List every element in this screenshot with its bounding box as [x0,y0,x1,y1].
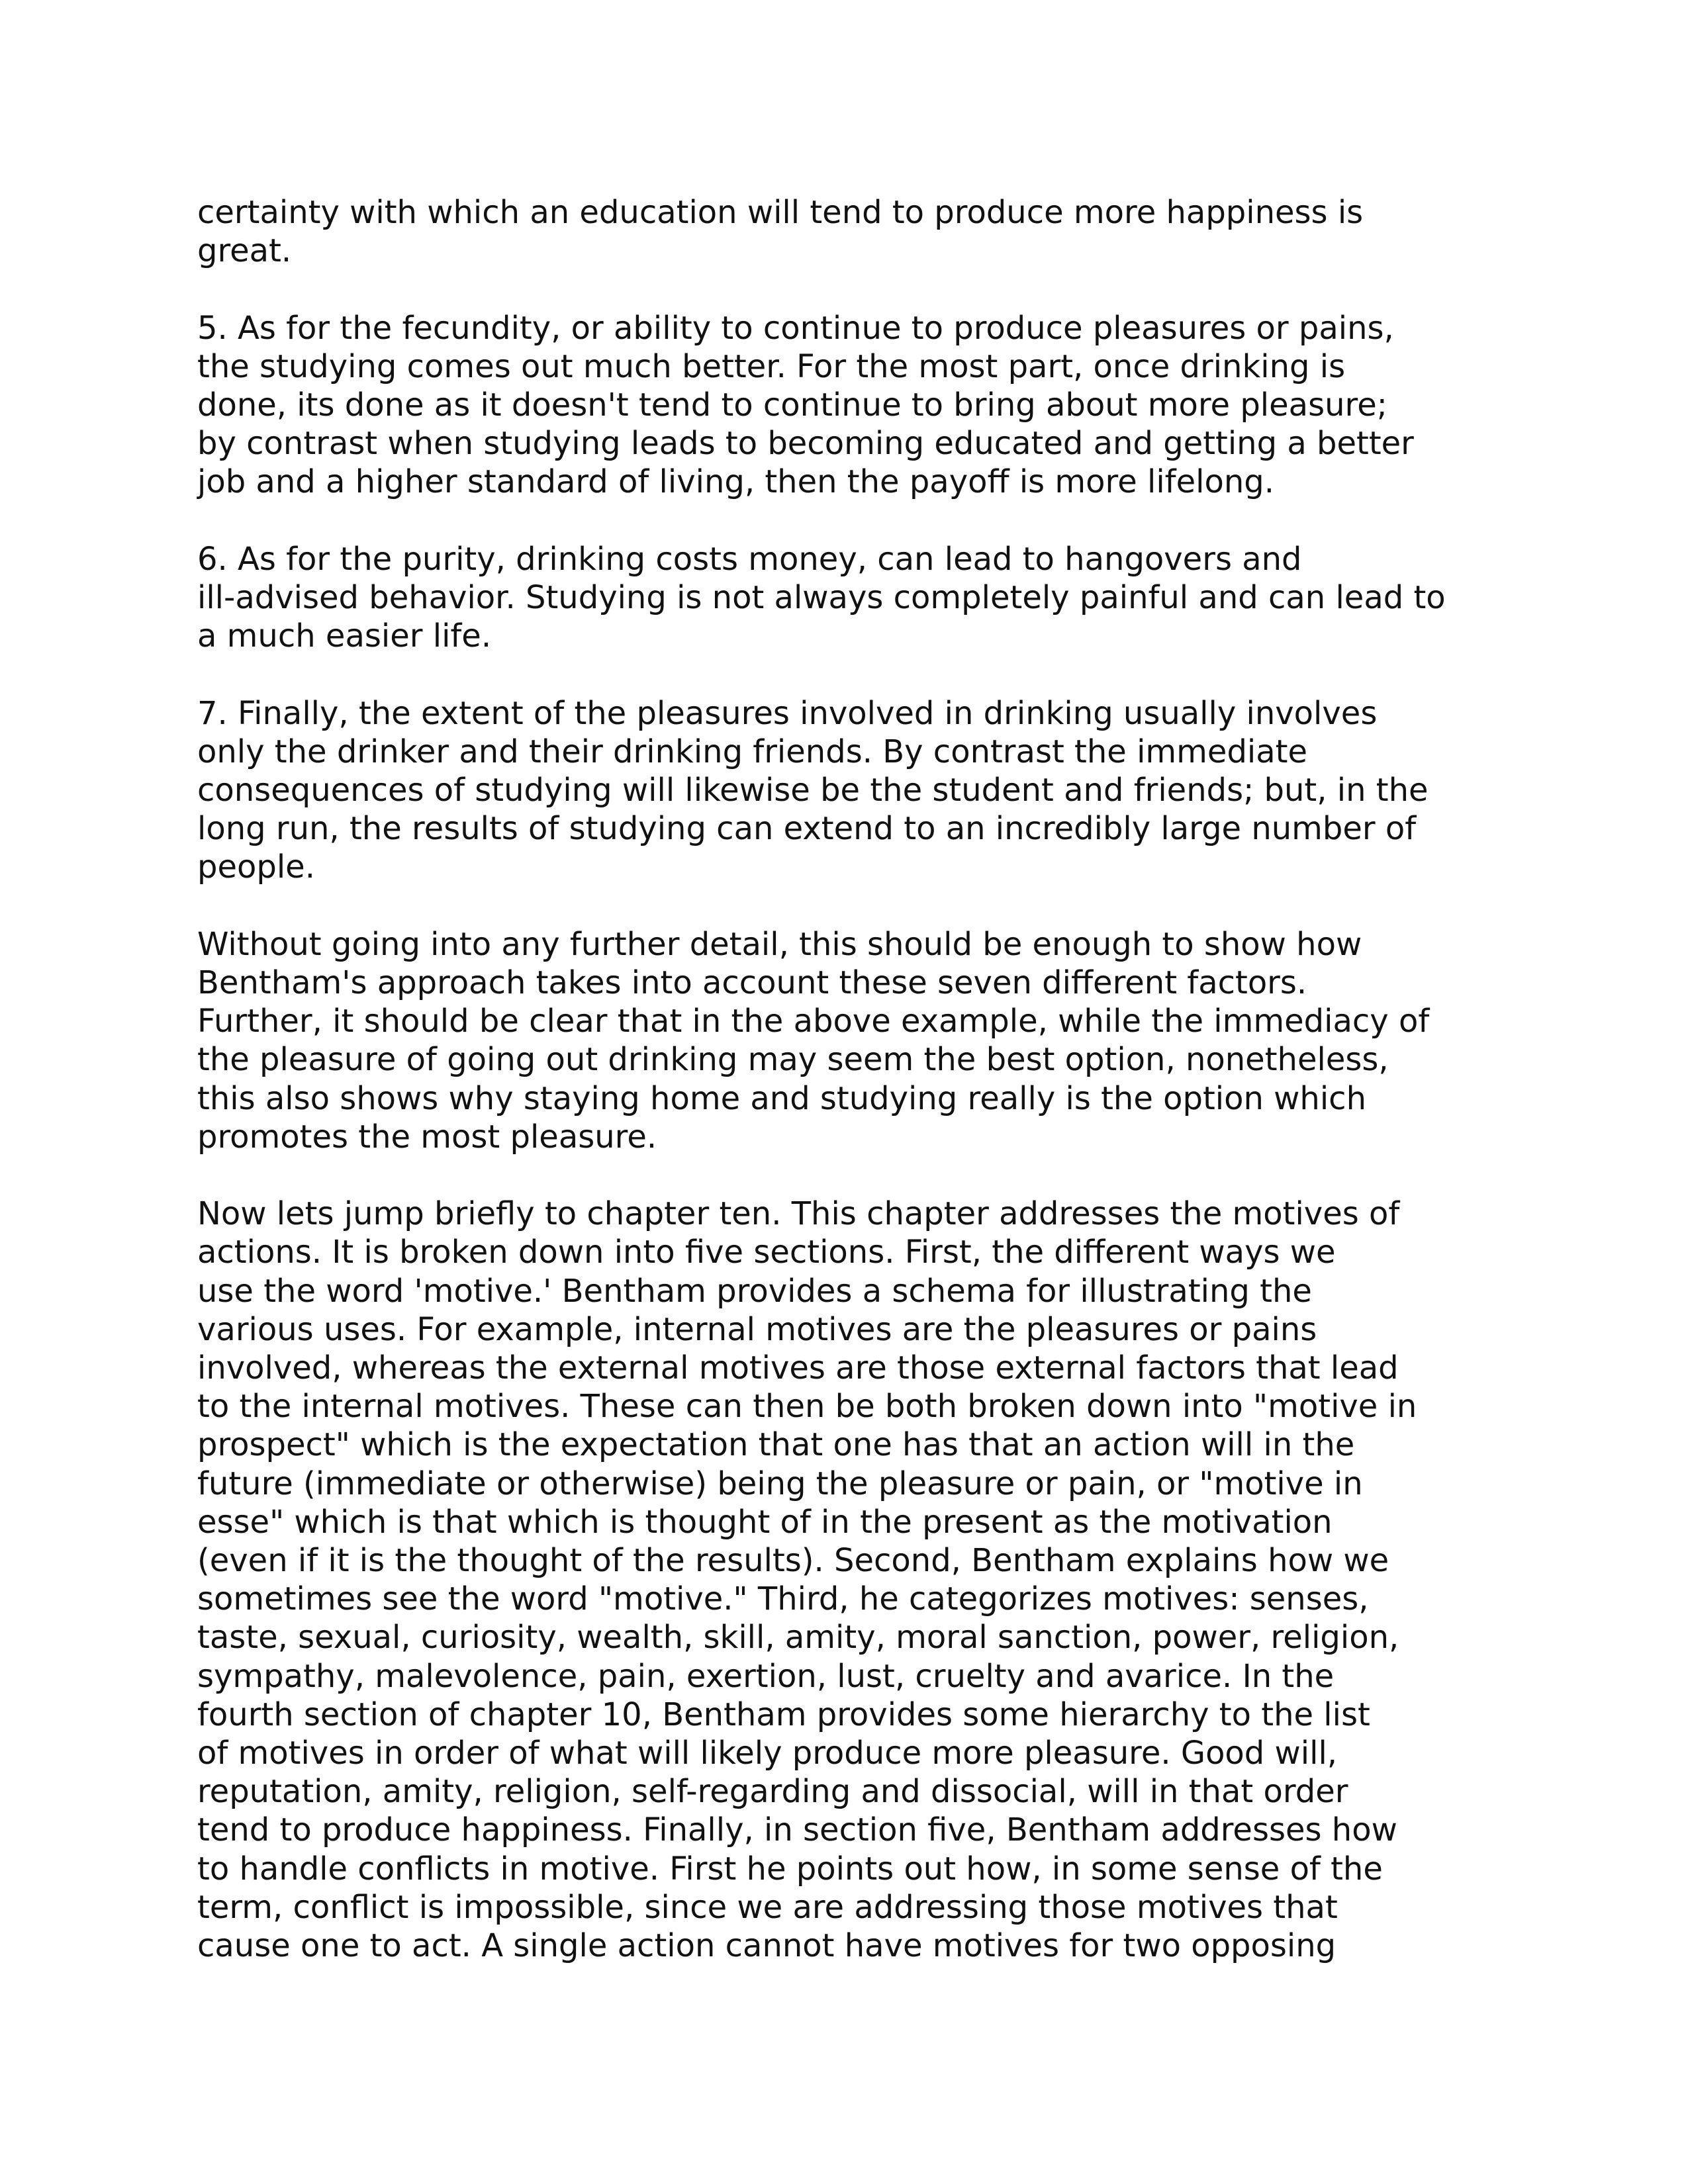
paragraph-chapter-ten: Now lets jump briefly to chapter ten. This chapter addresses the motives of actions. It is broken down into five sections. First, the different ways we use the word 'motive.' Bentham provides a schema for illustrating the various uses. For example, internal motives are the pleasures or pains involved, whereas the external motives are those external factors that lead to the internal motives. These can then be both broken down into "motive in prospect" which is the expectation that one has that an action will in the future (immediate or otherwise) being the pleasure or pain, or "motive in esse" which is that which is thought of in the present as the motivation (even if it is the thought of the results). Second, Bentham explains how we sometimes see the word "motive." Third, he categorizes motives: senses, taste, sexual, curiosity, wealth, skill, amity, moral sanction, power, religion, sympathy, malevolence, pain, exertion, lust, cruelty and avarice. In the fourth section of chapter 10, Bentham provides some hierarchy to the list of motives in order of what will likely produce more pleasure. Good will, reputation, amity, religion, self-regarding and dissocial, will in that order tend to produce happiness. Finally, in section five, Bentham addresses how to handle conflicts in motive. First he points out how, in some sense of the term, conflict is impossible, since we are addressing those motives that cause one to act. A single action cannot have motives for two opposing [197,1195,1417,1965]
paragraph-summary: Without going into any further detail, this should be enough to show how Bentham's approach takes into account these seven different factors. Further, it should be clear that in the above example, while the immediacy of the pleasure of going out drinking may seem the best option, nonetheless, this also shows why staying home and studying really is the option which promotes the most pleasure. [197,925,1430,1156]
body-text [197,193,1495,1965]
paragraph-purity: 6. As for the purity, drinking costs money, can lead to hangovers and ill-advised behavior. Studying is not always completely painful and can lead to a much easier life. [197,540,1446,655]
paragraph-certainty: certainty with which an education will tend to produce more happiness is great. [197,194,1364,270]
paragraph-extent: 7. Finally, the extent of the pleasures involved in drinking usually involves only the drinker and their drinking friends. By contrast the immediate consequences of studying will likewise be the student and friends; but, in the long run, the results of studying can extend to an incredibly large number of people. [197,694,1429,886]
paragraph-fecundity: 5. As for the fecundity, or ability to continue to produce pleasures or pains, the studying comes out much better. For the most part, once drinking is done, its done as it doesn't tend to continue to bring about more pleasure; by contrast when studying leads to becoming educated and getting a better job and a higher standard of living, then the payoff is more lifelong. [197,309,1414,501]
